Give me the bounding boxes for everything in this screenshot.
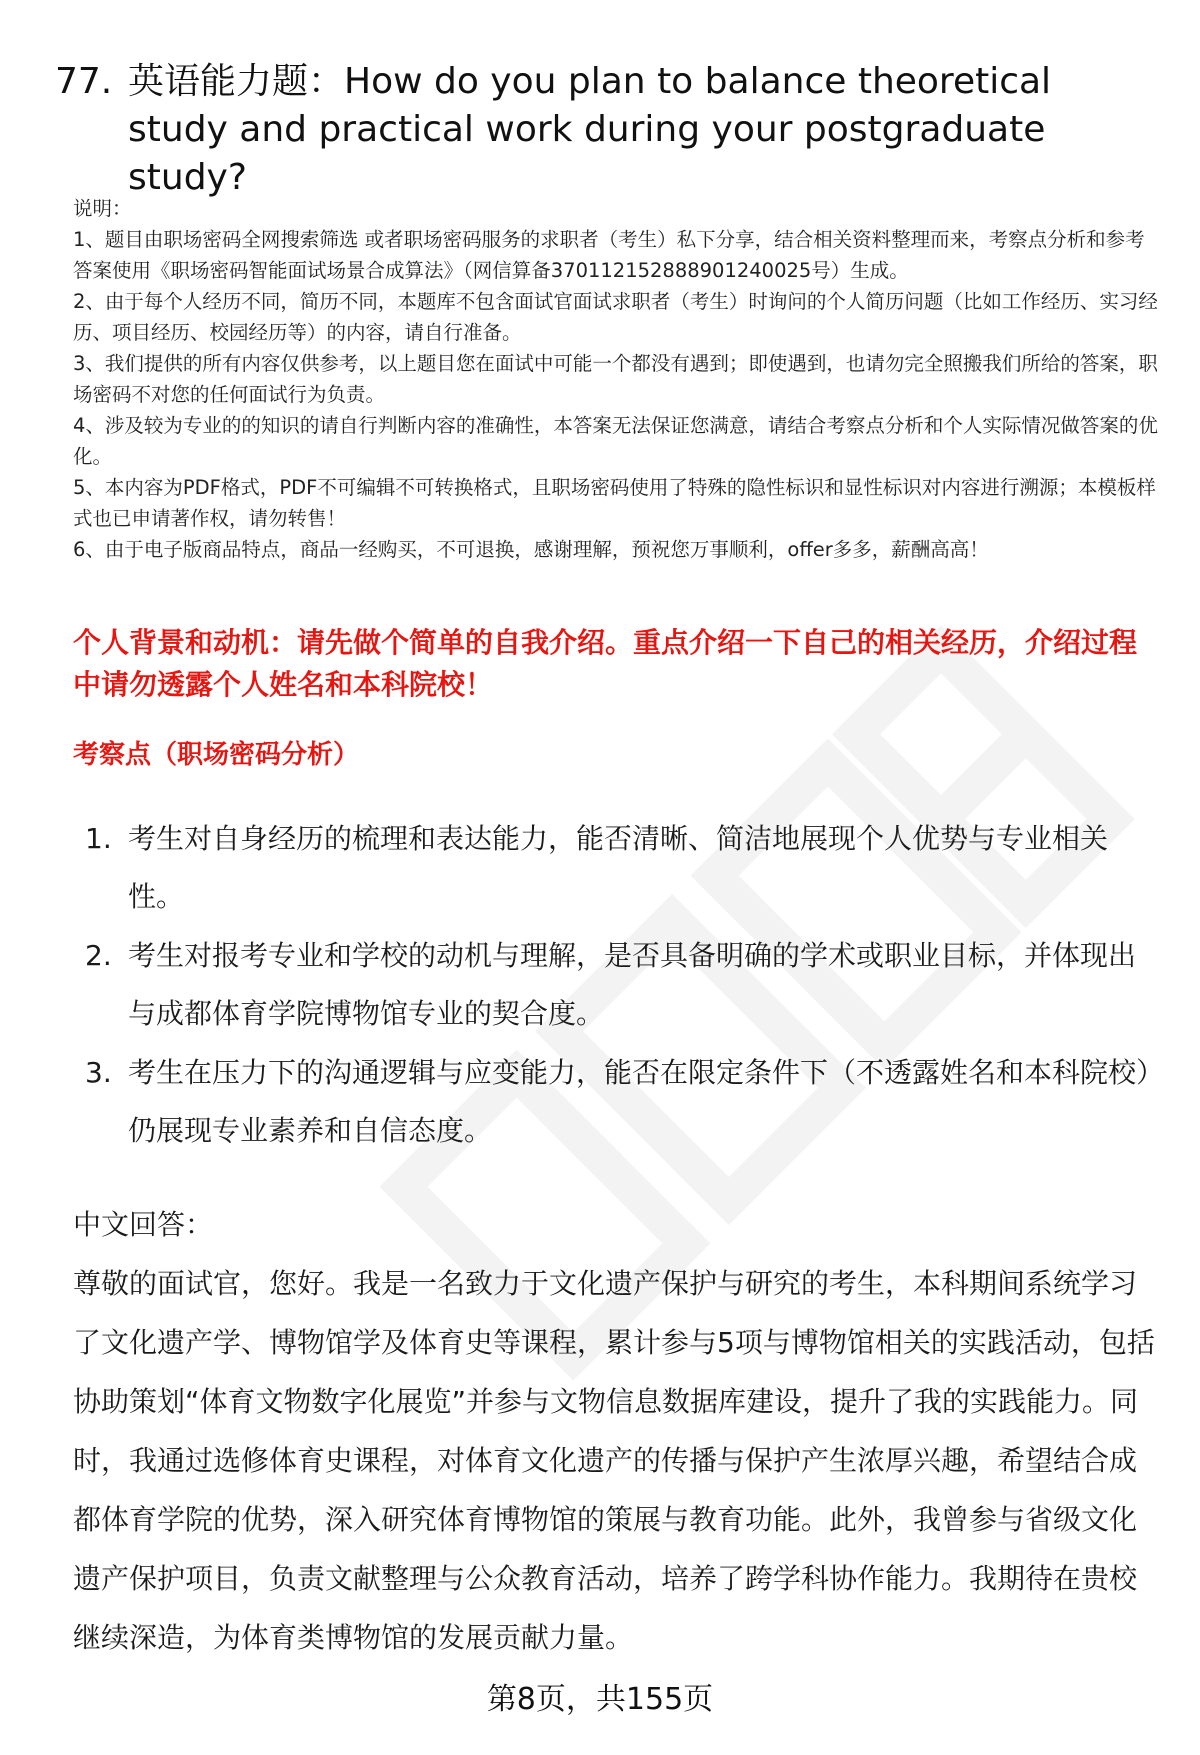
analysis-item-number: 1.	[85, 822, 112, 855]
analysis-list	[73, 810, 1158, 1161]
note-item: 6、由于电子版商品特点，商品一经购买，不可退换，感谢理解，预祝您万事顺利，offer多多，薪酬高高！	[73, 538, 989, 561]
question-title	[55, 58, 1155, 202]
analysis-item-text: 考生对报考专业和学校的动机与理解，是否具备明确的学术或职业目标，并体现出与成都体育学院博物馆专业的契合度。	[128, 939, 1137, 1030]
note-item: 4、涉及较为专业的的知识的请自行判断内容的准确性，本答案无法保证您满意，请结合考察点分析和个人实际情况做答案的优化。	[73, 414, 1158, 468]
note-item: 1、题目由职场密码全网搜索筛选 或者职场密码服务的求职者（考生）私下分享，结合相关资料整理而来，考察点分析和参考答案使用《职场密码智能面试场景合成算法》（网信算备370112152888901240025号）生成。	[73, 228, 1145, 282]
question-text: 英语能力题：How do you plan to balance theoretical study and practical work during your postgraduate study?	[128, 61, 1052, 198]
note-item: 2、由于每个人经历不同，简历不同，本题库不包含面试官面试求职者（考生）时询问的个人简历问题（比如工作经历、实习经历、项目经历、校园经历等）的内容，请自行准备。	[73, 290, 1158, 344]
answer-section	[73, 1195, 1158, 1667]
notes-heading: 说明：	[73, 197, 132, 220]
answer-text: 尊敬的面试官，您好。我是一名致力于文化遗产保护与研究的考生，本科期间系统学习了文化遗产学、博物馆学及体育史等课程，累计参与5项与博物馆相关的实践活动，包括协助策划“体育文物数字化展览”并参与文物信息数据库建设，提升了我的实践能力。同时，我通过选修体育史课程，对体育文化遗产的传播与保护产生浓厚兴趣，希望结合成都体育学院的优势，深入研究体育博物馆的策展与教育功能。此外，我曾参与省级文化遗产保护项目，负责文献整理与公众教育活动，培养了跨学科协作能力。我期待在贵校继续深造，为体育类博物馆的发展贡献力量。	[73, 1267, 1155, 1654]
analysis-title: 考察点（职场密码分析）	[73, 740, 360, 770]
analysis-item-text: 考生在压力下的沟通逻辑与应变能力，能否在限定条件下（不透露姓名和本科院校）仍展现专业素养和自信态度。	[128, 1056, 1151, 1147]
analysis-item	[73, 1044, 1158, 1160]
note-item: 3、我们提供的所有内容仅供参考，以上题目您在面试中可能一个都没有遇到；即使遇到，也请勿完全照搬我们所给的答案，职场密码不对您的任何面试行为负责。	[73, 352, 1158, 406]
analysis-item-number: 2.	[85, 939, 112, 972]
question-number: 77.	[55, 61, 113, 102]
analysis-item-number: 3.	[85, 1056, 112, 1089]
page-footer: 第8页，共155页	[486, 1682, 714, 1717]
analysis-item	[73, 927, 1158, 1043]
analysis-item-text: 考生对自身经历的梳理和表达能力，能否清晰、简洁地展现个人优势与专业相关性。	[128, 822, 1109, 913]
note-item: 5、本内容为PDF格式，PDF不可编辑不可转换格式，且职场密码使用了特殊的隐性标识和显性标识对内容进行溯源；本模板样式也已申请著作权，请勿转售！	[73, 476, 1156, 530]
analysis-item	[73, 810, 1158, 926]
disclaimer-notes	[73, 193, 1158, 565]
answer-heading: 中文回答：	[73, 1208, 214, 1241]
intro-prompt: 个人背景和动机：请先做个简单的自我介绍。重点介绍一下自己的相关经历，介绍过程中请勿透露个人姓名和本科院校！	[73, 626, 1138, 701]
